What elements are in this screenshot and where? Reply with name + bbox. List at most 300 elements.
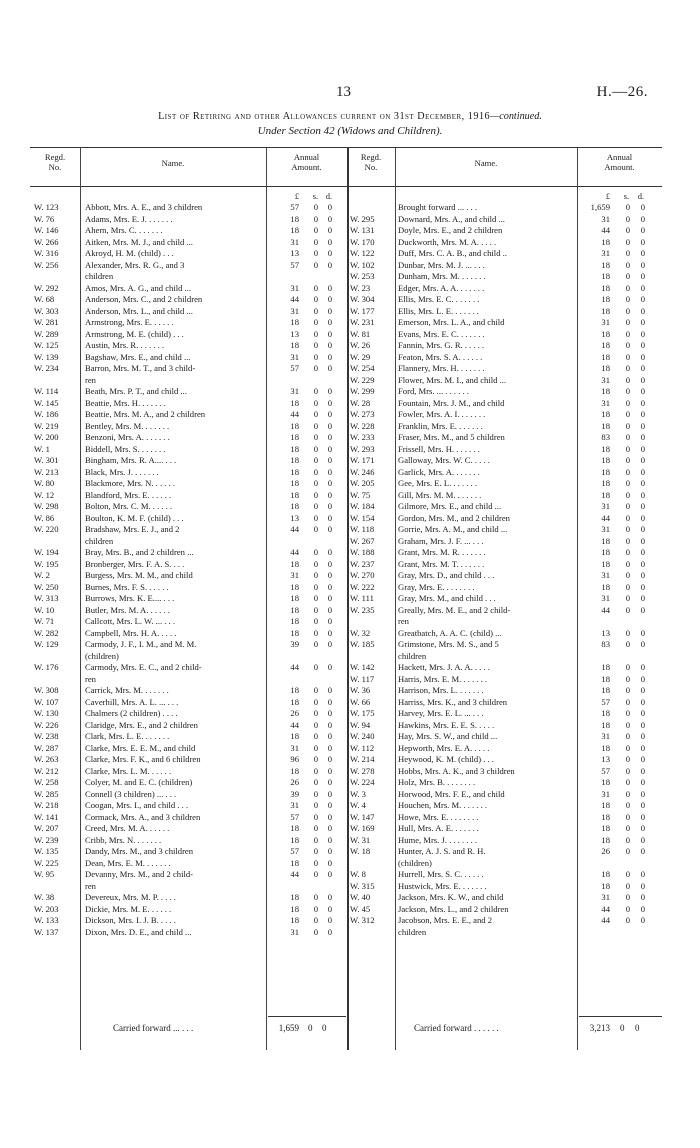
- name-cell: Graham, Mrs. J. F. ... . . .: [398, 535, 484, 546]
- regd-number: W. 226: [34, 719, 59, 730]
- name-cell: Holz, Mrs. B. . . . . . . .: [398, 777, 476, 787]
- amount-shillings: 0: [625, 593, 630, 603]
- name-cell: Greatbatch, A. A. C. (child) ...: [398, 627, 502, 638]
- table-row: [350, 605, 662, 617]
- name-cell: Carmody, J. F., I. M., and M. M.: [85, 639, 197, 649]
- regd-number: W. 170: [350, 236, 375, 247]
- table-row: [350, 547, 662, 559]
- table-row: [350, 214, 662, 226]
- page-subtitle: Under Section 42 (Widows and Children).: [257, 125, 443, 137]
- table-row: [350, 754, 662, 766]
- table-row: [350, 306, 662, 318]
- amount-shillings: 0: [625, 765, 630, 776]
- regd-number: W. 282: [34, 627, 59, 638]
- amount-pounds: 18: [601, 386, 610, 396]
- amount-pounds: 18: [601, 742, 610, 753]
- unit-pounds: £: [294, 192, 299, 201]
- amount-pence: 0: [327, 823, 332, 833]
- regd-number: W. 38: [34, 892, 55, 902]
- amount-pence: 0: [640, 225, 645, 235]
- regd-number: W. 231: [350, 317, 375, 327]
- amount-pence: 0: [327, 420, 332, 431]
- regd-number: W. 200: [34, 432, 59, 442]
- unit-shillings: s.: [623, 192, 629, 201]
- table-row: [350, 501, 662, 513]
- amount-pounds: 18: [601, 489, 610, 500]
- table-row: [34, 375, 347, 387]
- regd-number: W. 3: [350, 788, 366, 799]
- name-cell: Hume, Mrs. J. . . . . . . .: [398, 834, 478, 845]
- table-row: [350, 513, 662, 525]
- name-cell: Hurrell, Mrs. S. C. . . . . .: [398, 869, 484, 879]
- amount-pence: 0: [640, 593, 645, 603]
- regd-number: W. 224: [350, 777, 375, 787]
- table-row: [34, 628, 347, 640]
- amount-shillings: 0: [625, 259, 630, 270]
- amount-pounds: 31: [290, 926, 299, 937]
- amount-pence: 0: [327, 225, 332, 235]
- amount-pounds: 31: [601, 788, 610, 799]
- name-cell: Ellis, Mrs. E. C. . . . . . .: [398, 294, 480, 304]
- amount-shillings: 0: [625, 708, 630, 718]
- name-cell: Jacobson, Mrs. E. E., and 2: [398, 915, 493, 925]
- name-cell: Bingham, Mrs. R. A.... . . .: [85, 455, 177, 465]
- table-row: [350, 248, 662, 260]
- table-row: [350, 237, 662, 249]
- name-cell: Cormack, Mrs. A., and 3 children: [85, 811, 201, 822]
- regd-number: W. 308: [34, 685, 59, 695]
- amount-pounds: 18: [290, 685, 299, 695]
- table-row: [350, 432, 662, 444]
- regd-number: W. 66: [350, 696, 371, 707]
- amount-pounds: 18: [601, 328, 610, 339]
- amount-shillings: 0: [625, 547, 630, 557]
- amount-shillings: 0: [625, 397, 630, 408]
- regd-number: W. 71: [34, 616, 55, 626]
- amount-shillings: 0: [313, 547, 318, 557]
- page-number: 13: [336, 84, 351, 100]
- name-cell: Hobbs, Mrs. A. K., and 3 children: [398, 765, 515, 776]
- amount-shillings: 0: [625, 581, 630, 592]
- amount-pence: 0: [327, 604, 332, 615]
- amount-shillings: 0: [625, 202, 630, 212]
- amount-pounds: 44: [290, 294, 299, 304]
- table-row: [34, 754, 347, 766]
- name-cell: Akroyd, H. M. (child) . . .: [85, 248, 174, 258]
- table-row: [350, 789, 662, 801]
- amount-shillings: 0: [313, 662, 318, 672]
- name-cell: Burgess, Mrs. M. M., and child: [85, 570, 193, 580]
- amount-shillings: 0: [313, 259, 318, 270]
- table-row: [350, 823, 662, 835]
- name-cell: Amos, Mrs. A. G., and child ...: [85, 282, 191, 293]
- amount-pence: 0: [327, 639, 332, 649]
- amount-shillings: 0: [313, 317, 318, 327]
- amount-shillings: 0: [313, 593, 318, 603]
- amount-pounds: 18: [290, 225, 299, 235]
- amount-pence: 0: [640, 846, 645, 856]
- regd-number: W. 26: [350, 340, 371, 350]
- table-row: [350, 743, 662, 755]
- regd-number: W. 36: [350, 685, 371, 695]
- name-cell: Cribb, Mrs. N. . . . . . .: [85, 834, 162, 845]
- amount-pence: 0: [327, 282, 332, 293]
- regd-number: W. 222: [350, 581, 375, 592]
- amount-pence: 0: [327, 765, 332, 776]
- name-cell: Adams, Mrs. E. J. . . . . . .: [85, 213, 173, 224]
- name-cell: Dandy, Mrs. M., and 3 children: [85, 846, 194, 856]
- amount-pence: 0: [327, 443, 332, 454]
- name-cell: Duff, Mrs. C. A. B., and child ..: [398, 248, 507, 258]
- name-cell: Campbell, Mrs. H. A. . . . .: [85, 627, 177, 638]
- name-cell: Armstrong, Mrs. E. . . . . .: [85, 317, 174, 327]
- name-cell: Frissell, Mrs. H. . . . . . .: [398, 443, 480, 454]
- amount-pounds: 57: [290, 202, 299, 212]
- unit-shillings: s.: [312, 192, 318, 201]
- amount-pence: 0: [640, 489, 645, 500]
- table-row: [34, 904, 347, 916]
- title-text: List of Retiring and other Allowances current on 31st December, 1916: [158, 111, 491, 122]
- name-cell: Butler, Mrs. M. A. . . . . .: [85, 604, 170, 615]
- table-row: [350, 662, 662, 674]
- regd-number: W. 141: [34, 811, 59, 822]
- amount-shillings: 0: [625, 236, 630, 247]
- amount-shillings: 0: [313, 202, 318, 212]
- amount-pounds: 18: [290, 892, 299, 902]
- table-row: [34, 616, 347, 628]
- table-row: [34, 352, 347, 364]
- amount-pounds: 18: [601, 708, 610, 718]
- name-cell: Franklin, Mrs. E. . . . . . .: [398, 420, 483, 431]
- table-row: [34, 340, 347, 352]
- regd-number: W. 123: [34, 202, 59, 212]
- name-cell: Hunter, A. J. S. and R. H.: [398, 846, 486, 856]
- table-row: [350, 329, 662, 341]
- name-cell: Dixon, Mrs. D. E., and child ...: [85, 926, 192, 937]
- amount-pence: 0: [640, 834, 645, 845]
- amount-shillings: 0: [625, 374, 630, 385]
- name-cell: Jackson, Mrs. L., and 2 children: [398, 903, 509, 914]
- table-row: [350, 685, 662, 697]
- regd-number: W. 225: [34, 857, 59, 868]
- table-row: [34, 202, 347, 214]
- name-cell: Brought forward ... . . .: [398, 202, 478, 212]
- regd-number: W. 68: [34, 294, 55, 304]
- regd-number: W. 185: [350, 639, 375, 649]
- table-row: [34, 559, 347, 571]
- regd-number: W. 112: [350, 742, 375, 753]
- amount-pence: 0: [640, 202, 645, 212]
- regd-number: W. 86: [34, 512, 55, 523]
- table-row: [34, 915, 347, 927]
- table-row: [350, 708, 662, 720]
- name-cell: Colyer, M. and E. C. (children): [85, 777, 193, 787]
- amount-pence: 0: [640, 213, 645, 224]
- regd-number: W. 273: [350, 409, 375, 419]
- amount-pounds: 44: [601, 915, 610, 925]
- table-row: [34, 501, 347, 513]
- amount-pence: 0: [327, 903, 332, 914]
- table-row: [350, 800, 662, 812]
- regd-number: W. 117: [350, 673, 375, 684]
- regd-number: W. 315: [350, 880, 375, 891]
- amount-shillings: 0: [313, 282, 318, 293]
- amount-pence: 0: [327, 570, 332, 580]
- regd-number: W. 137: [34, 926, 59, 937]
- name-cell: Howe, Mrs. E. . . . . . . .: [398, 811, 479, 822]
- regd-number: W. 214: [350, 754, 375, 764]
- amount-shillings: 0: [313, 328, 318, 339]
- carried-forward-shillings-right: 0: [620, 1023, 625, 1033]
- amount-shillings: 0: [625, 305, 630, 316]
- table-row: [34, 536, 347, 548]
- table-row: [34, 444, 347, 456]
- name-cell: Gray, Mrs. E. . . . . . . .: [398, 581, 475, 592]
- amount-pence: 0: [640, 432, 645, 442]
- regd-number: W. 295: [350, 213, 375, 224]
- table-row: [350, 398, 662, 410]
- regd-number: W. 254: [350, 363, 375, 373]
- regd-number: W. 233: [350, 432, 375, 442]
- table-row: [350, 927, 662, 939]
- table-row: [34, 467, 347, 479]
- amount-shillings: 0: [313, 305, 318, 316]
- amount-shillings: 0: [625, 282, 630, 293]
- amount-pounds: 18: [290, 834, 299, 845]
- amount-pounds: 18: [601, 236, 610, 247]
- amount-pounds: 18: [601, 478, 610, 488]
- name-cell: Fannin, Mrs. G. R. . . . . .: [398, 340, 485, 350]
- amount-shillings: 0: [313, 340, 318, 350]
- table-row: [34, 547, 347, 559]
- amount-pounds: 18: [290, 765, 299, 776]
- amount-pence: 0: [640, 420, 645, 431]
- name-cell: Carrick, Mrs. M. . . . . . .: [85, 685, 169, 695]
- table-row: [34, 214, 347, 226]
- table-row: [34, 869, 347, 881]
- amount-pence: 0: [640, 788, 645, 799]
- amount-pounds: 44: [290, 409, 299, 419]
- table-row: [350, 352, 662, 364]
- amount-pounds: 18: [601, 869, 610, 879]
- amount-pence: 0: [640, 581, 645, 592]
- regd-number: W. 292: [34, 282, 59, 293]
- amount-shillings: 0: [313, 696, 318, 707]
- name-cell: Dickie, Mrs. M. E. . . . . .: [85, 903, 172, 914]
- amount-pounds: 31: [290, 742, 299, 753]
- amount-pounds: 18: [601, 420, 610, 431]
- amount-pence: 0: [327, 524, 332, 534]
- amount-shillings: 0: [313, 846, 318, 856]
- header-regd-no-label: No.: [48, 162, 62, 172]
- amount-shillings: 0: [625, 420, 630, 431]
- amount-pence: 0: [327, 857, 332, 868]
- amount-pence: 0: [640, 823, 645, 833]
- amount-pounds: 18: [290, 616, 299, 626]
- carried-forward-label-left: Carried forward ... . . .: [113, 1023, 194, 1033]
- table-row: [34, 674, 347, 686]
- amount-pence: 0: [640, 685, 645, 695]
- amount-shillings: 0: [625, 915, 630, 925]
- amount-pence: 0: [327, 489, 332, 500]
- table-row: [34, 283, 347, 295]
- name-cell: Bronberger, Mrs. F. A. S. . . .: [85, 558, 185, 569]
- amount-pounds: 18: [601, 466, 610, 477]
- regd-number: W. 240: [350, 731, 375, 741]
- header-name-left: Name.: [161, 158, 185, 168]
- regd-number: W. 266: [34, 236, 59, 247]
- amount-pounds: 39: [290, 639, 299, 649]
- carried-forward-total-right: 3,213: [589, 1023, 610, 1033]
- amount-pounds: 18: [290, 593, 299, 603]
- table-row: [350, 846, 662, 858]
- amount-pounds: 18: [290, 432, 299, 442]
- amount-shillings: 0: [625, 501, 630, 511]
- name-cell: Ahern, Mrs. C. . . . . . .: [85, 225, 163, 235]
- table-row: [34, 363, 347, 375]
- amount-pence: 0: [327, 466, 332, 477]
- name-cell: Armstrong, M. E. (child) . . .: [85, 328, 184, 339]
- name-cell: Beattie, Mrs. H. . . . . . .: [85, 397, 166, 408]
- table-row: [350, 340, 662, 352]
- regd-number: W. 175: [350, 708, 375, 718]
- regd-number: W. 145: [34, 397, 59, 408]
- name-cell: ren: [85, 673, 96, 684]
- amount-shillings: 0: [625, 271, 630, 281]
- table-row: [34, 225, 347, 237]
- amount-pounds: 31: [290, 305, 299, 316]
- table-row: [34, 317, 347, 329]
- left-entries: [34, 202, 347, 938]
- amount-shillings: 0: [625, 800, 630, 810]
- table-row: [350, 616, 662, 628]
- amount-pence: 0: [640, 800, 645, 810]
- amount-pounds: 44: [290, 869, 299, 879]
- name-cell: Gilmore, Mrs. E., and child ...: [398, 501, 502, 511]
- name-cell: Grant, Mrs. M. T. . . . . . .: [398, 558, 485, 569]
- units-left: [266, 191, 347, 203]
- amount-pounds: 31: [290, 800, 299, 810]
- regd-number: W. 212: [34, 765, 59, 776]
- name-cell: ren: [85, 880, 96, 891]
- amount-pence: 0: [640, 604, 645, 615]
- name-cell: Fowler, Mrs. A. I. . . . . . .: [398, 409, 486, 419]
- name-cell: Hull, Mrs. A. E. . . . . . .: [398, 823, 479, 833]
- name-cell: Gorrie, Mrs. A. M., and child ...: [398, 524, 508, 534]
- amount-pence: 0: [640, 742, 645, 753]
- name-cell: Blandford, Mrs. E. . . . . .: [85, 489, 172, 500]
- table-row: [34, 892, 347, 904]
- amount-pence: 0: [640, 512, 645, 523]
- amount-shillings: 0: [313, 915, 318, 925]
- name-cell: Horwood, Mrs. F. E., and child: [398, 788, 505, 799]
- table-row: [350, 524, 662, 536]
- amount-shillings: 0: [313, 869, 318, 879]
- amount-shillings: 0: [313, 512, 318, 523]
- amount-pounds: 57: [290, 811, 299, 822]
- table-row: [34, 846, 347, 858]
- name-cell: Blackmore, Mrs. N. . . . . .: [85, 478, 175, 488]
- table-row: [350, 582, 662, 594]
- units-row: [577, 191, 662, 203]
- table-row: [34, 455, 347, 467]
- table-row: [34, 881, 347, 893]
- amount-pounds: 31: [601, 397, 610, 408]
- name-cell: Carmody, Mrs. E. C., and 2 child-: [85, 662, 202, 672]
- amount-shillings: 0: [625, 294, 630, 304]
- amount-shillings: 0: [313, 363, 318, 373]
- regd-number: W. 12: [34, 489, 55, 500]
- amount-shillings: 0: [625, 742, 630, 753]
- regd-number: W. 29: [350, 351, 371, 362]
- amount-pounds: 31: [601, 731, 610, 741]
- regd-number: W. 303: [34, 305, 59, 316]
- table-row: [34, 777, 347, 789]
- amount-shillings: 0: [625, 662, 630, 672]
- table-row: [350, 915, 662, 927]
- name-cell: Heywood, K. M. (child) . . .: [398, 754, 494, 764]
- table-row: [34, 651, 347, 663]
- name-cell: Clarke, Mrs. F. K., and 6 children: [85, 754, 201, 764]
- amount-pence: 0: [640, 696, 645, 707]
- amount-shillings: 0: [625, 811, 630, 822]
- amount-pounds: 18: [601, 535, 610, 546]
- name-cell: ren: [85, 374, 96, 385]
- amount-pounds: 18: [601, 880, 610, 891]
- amount-pounds: 31: [290, 236, 299, 247]
- regd-number: W. 177: [350, 305, 375, 316]
- name-cell: Dean, Mrs. E. M. . . . . . .: [85, 857, 171, 868]
- amount-pounds: 44: [290, 524, 299, 534]
- regd-number: W. 131: [350, 225, 375, 235]
- amount-pounds: 18: [290, 420, 299, 431]
- name-cell: Hay, Mrs. S. W., and child ...: [398, 731, 498, 741]
- amount-pence: 0: [327, 777, 332, 787]
- name-cell: Jackson, Mrs. K. W., and child: [398, 892, 504, 902]
- table-row: [350, 559, 662, 571]
- amount-shillings: 0: [313, 409, 318, 419]
- name-cell: Gordon, Mrs. M., and 2 children: [398, 512, 510, 523]
- table-row: [34, 432, 347, 444]
- amount-pounds: 18: [601, 363, 610, 373]
- amount-pence: 0: [640, 754, 645, 764]
- amount-pounds: 18: [601, 581, 610, 592]
- page-title: [30, 111, 670, 122]
- amount-pence: 0: [327, 811, 332, 822]
- amount-pounds: 18: [601, 662, 610, 672]
- table-row: [34, 789, 347, 801]
- amount-shillings: 0: [625, 869, 630, 879]
- amount-shillings: 0: [313, 857, 318, 868]
- header-amount-label-2: Amount.: [604, 162, 635, 172]
- name-cell: Anderson, Mrs. L., and child ...: [85, 305, 193, 316]
- amount-pounds: 31: [290, 570, 299, 580]
- amount-pence: 0: [327, 754, 332, 764]
- amount-pence: 0: [327, 363, 332, 373]
- amount-pounds: 31: [290, 351, 299, 362]
- amount-pounds: 18: [601, 282, 610, 293]
- amount-pounds: 31: [601, 501, 610, 511]
- name-cell: Dunham, Mrs. M. . . . . . .: [398, 271, 486, 281]
- right-total-rule: [579, 1016, 662, 1017]
- header-regd-right: [347, 152, 395, 172]
- name-cell: Coogan, Mrs. I., and child . . .: [85, 800, 189, 810]
- regd-number: W. 289: [34, 328, 59, 339]
- regd-number: W. 129: [34, 639, 59, 649]
- amount-pence: 0: [327, 478, 332, 488]
- name-cell: Burnes, Mrs. F. S. . . . . .: [85, 581, 169, 592]
- table-row: [34, 329, 347, 341]
